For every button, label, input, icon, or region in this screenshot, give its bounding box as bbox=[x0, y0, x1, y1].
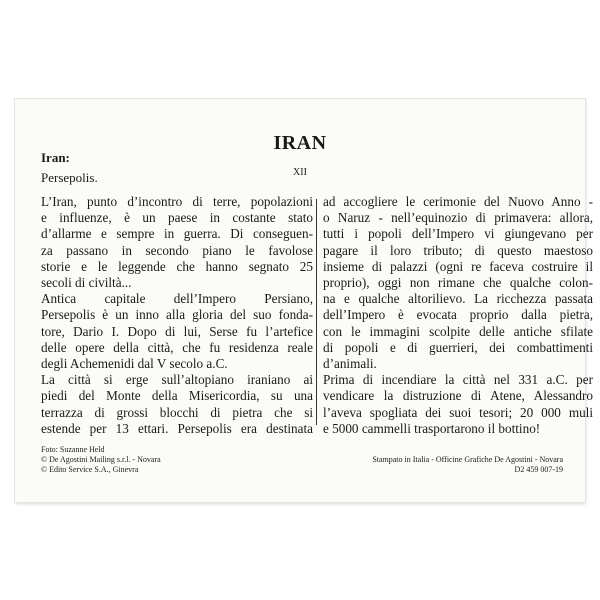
body-line: tutti i popoli dell’Impero vi giungevano per bbox=[323, 226, 593, 242]
body-line: pagare il loro tributo; di questo maestoso bbox=[323, 242, 593, 258]
body-line: L’Iran, punto d’incontro di terre, popolazioni bbox=[41, 194, 313, 209]
card-code: D2 459 007-19 bbox=[514, 465, 563, 474]
credit-line: © Edito Service S.A., Ginevra bbox=[41, 465, 139, 474]
body-line: l’aveva spogliata dei suoi tesori; 20 000 muli bbox=[323, 404, 593, 420]
body-line: dell’Impero è evocata proprio dalla pietra, bbox=[323, 307, 593, 323]
body-line: insieme di palazzi (ogni re faceva costruire il bbox=[323, 258, 593, 274]
credit-line: © De Agostini Mailing s.r.l. - Novara bbox=[41, 455, 161, 464]
column-divider bbox=[316, 199, 317, 425]
body-line: piedi del Monte della Misericordia, su una bbox=[41, 388, 313, 404]
body-line: di popoli e di guerrieri, dei combattimenti bbox=[323, 339, 593, 355]
body-line: vendicare la distruzione di Atene, Alessandro bbox=[323, 388, 593, 404]
card-place: Persepolis. bbox=[41, 170, 98, 185]
card-subject: Iran: bbox=[41, 150, 70, 165]
body-line: estende per 13 ettari. Persepolis era destinata bbox=[41, 420, 313, 436]
body-line: terrazza di grossi blocchi di pietra che si bbox=[41, 404, 313, 420]
body-line: degli Achemenidi dal V secolo a.C. bbox=[41, 356, 228, 372]
body-line: Antica capitale dell’Impero Persiano, bbox=[41, 291, 313, 307]
printer-line: Stampato in Italia - Officine Grafiche De Agostini - Novara bbox=[372, 455, 563, 464]
body-line: proprio), oggi non rimane che qualche colon- bbox=[323, 275, 593, 291]
body-line: tore, Dario I. Dopo di lui, Serse fu l’artefice bbox=[41, 323, 313, 339]
body-line: e influenze, è un paese in costante stato bbox=[41, 210, 313, 226]
body-line: Persepolis è un inno alla gloria del suo fonda- bbox=[41, 307, 313, 323]
body-column-right bbox=[323, 194, 593, 437]
body-line: e 5000 cammelli trasportarono il bottino! bbox=[323, 420, 541, 436]
body-line: d’allarme e sempre in guerra. Di conseguen- bbox=[41, 226, 313, 242]
body-line: La città si erge sull’altopiano iraniano ai bbox=[41, 372, 313, 388]
card-number: XII bbox=[293, 167, 307, 178]
body-line: na e qualche altorilievo. La ricchezza passata bbox=[323, 291, 593, 307]
body-line: Prima di incendiare la città nel 331 a.C. per bbox=[323, 372, 593, 388]
body-line: storie e le leggende che hanno segnato 25 bbox=[41, 258, 313, 274]
body-line: za passano in secondo piano le favolose bbox=[41, 242, 313, 258]
card-title: IRAN bbox=[273, 132, 327, 154]
postcard-back bbox=[15, 99, 593, 502]
printer-info bbox=[372, 455, 563, 475]
body-line: con le immagini scolpite delle antiche sfilate bbox=[323, 323, 593, 339]
body-column-left bbox=[41, 194, 313, 437]
body-line: delle opere della città, che fu residenza reale bbox=[41, 339, 313, 355]
body-line: ad accogliere le cerimonie del Nuovo Anno - bbox=[323, 194, 593, 209]
body-line: secoli di civiltà... bbox=[41, 275, 132, 291]
photo-credits bbox=[41, 445, 161, 475]
credit-line: Foto: Suzanne Held bbox=[41, 445, 105, 454]
body-line: d’animali. bbox=[323, 356, 377, 372]
body-line: o Naruz - nell’equinozio di primavera: allora, bbox=[323, 210, 593, 226]
